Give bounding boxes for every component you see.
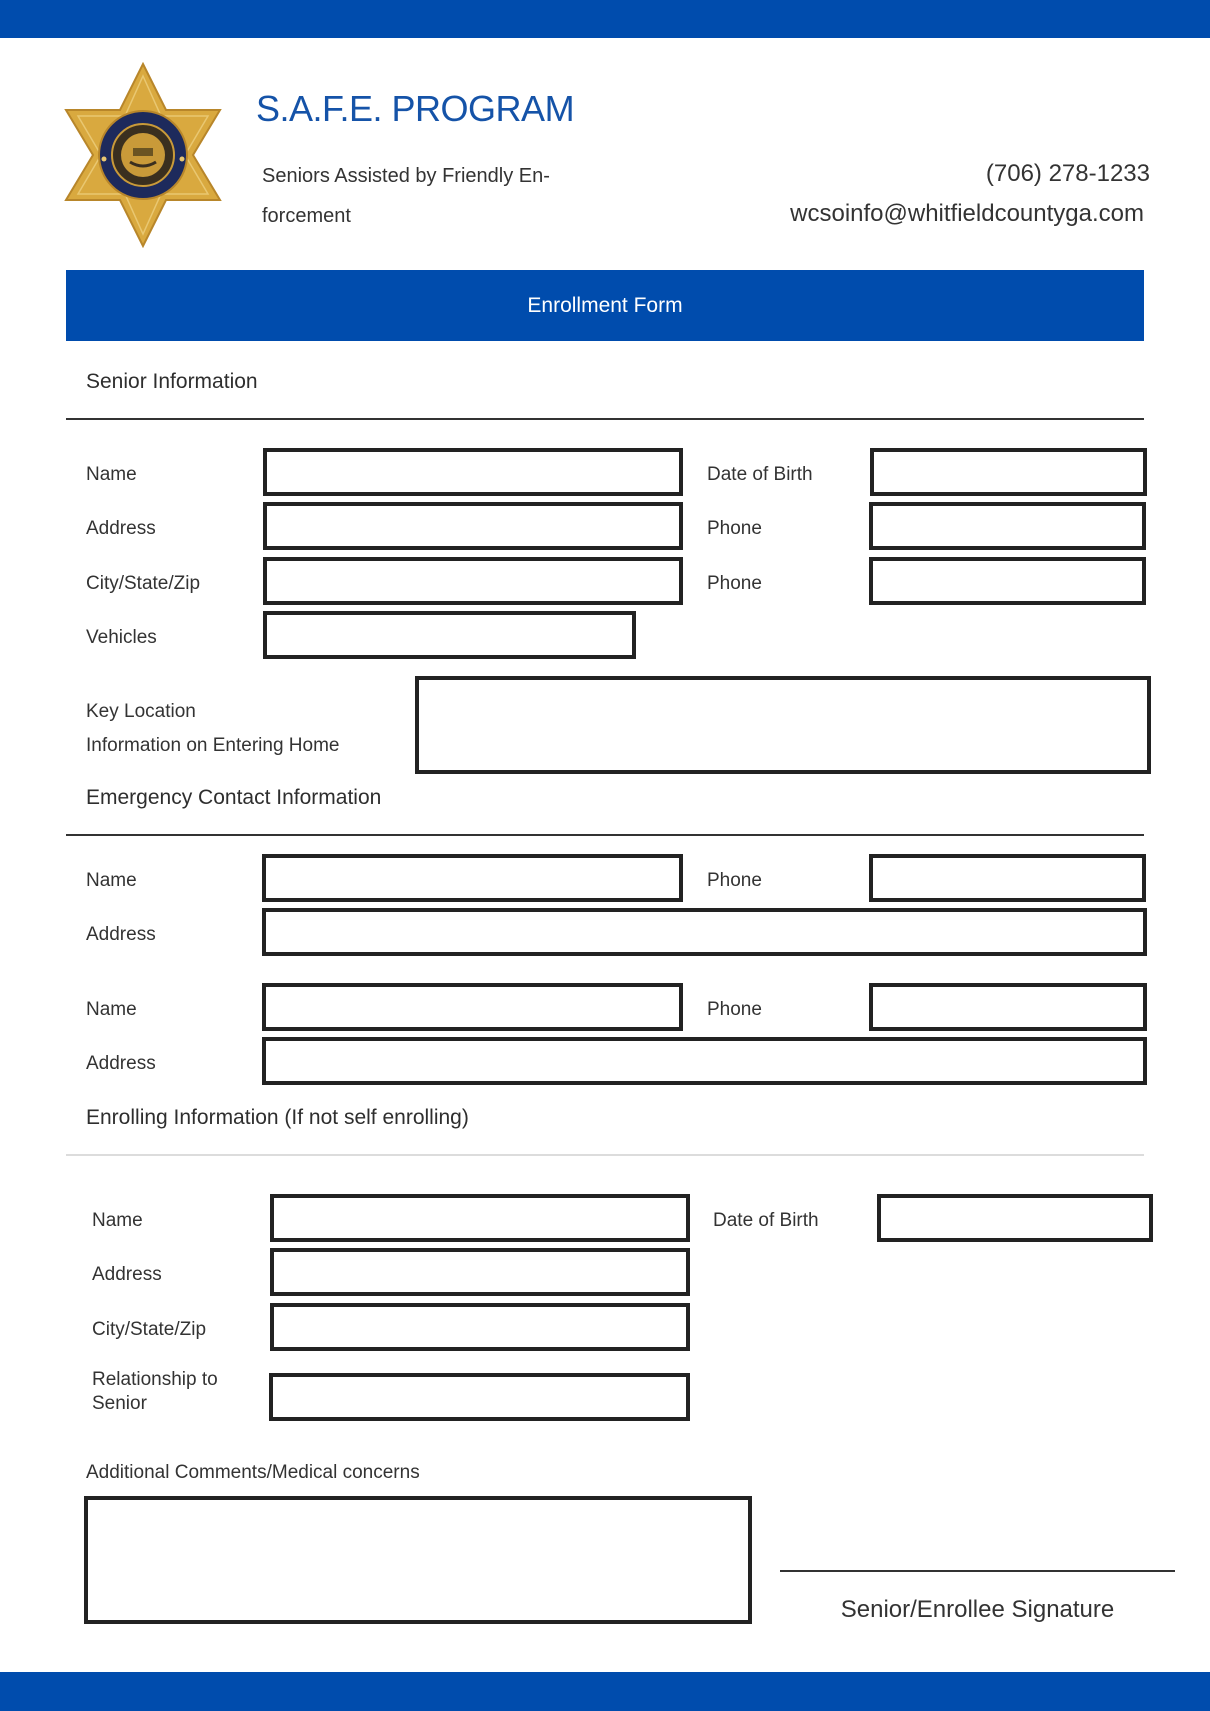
senior-phone2-field[interactable] — [869, 557, 1146, 605]
program-subtitle: Seniors Assisted by Friendly En-forcement — [262, 165, 550, 227]
emergency2-phone-field[interactable] — [869, 983, 1147, 1031]
enrolling-dob-label: Date of Birth — [713, 1210, 819, 1231]
emergency2-address-label: Address — [86, 1053, 156, 1074]
senior-phone1-label: Phone — [707, 518, 762, 539]
emergency1-name-field[interactable] — [262, 854, 683, 902]
emergency2-name-field[interactable] — [262, 983, 683, 1031]
emergency-contact-heading: Emergency Contact Information — [86, 786, 382, 809]
emergency1-address-field[interactable] — [262, 908, 1147, 956]
enrolling-dob-field[interactable] — [877, 1194, 1153, 1242]
sheriff-star-badge-icon — [60, 62, 226, 248]
enrolling-address-field[interactable] — [270, 1248, 690, 1296]
section-divider — [66, 1154, 1144, 1156]
senior-name-field[interactable] — [263, 448, 683, 496]
senior-address-field[interactable] — [263, 502, 683, 550]
top-bar — [0, 0, 1210, 38]
enrolling-info-heading: Enrolling Information (If not self enrolling) — [86, 1106, 469, 1129]
emergency1-phone-label: Phone — [707, 870, 762, 891]
signature-line[interactable] — [780, 1570, 1175, 1572]
emergency2-name-label: Name — [86, 999, 137, 1020]
senior-dob-label: Date of Birth — [707, 464, 813, 485]
bottom-bar — [0, 1672, 1210, 1711]
section-divider — [66, 834, 1144, 836]
contact-phone: (706) 278-1233 — [985, 160, 1150, 187]
senior-name-label: Name — [86, 464, 137, 485]
key-location-field[interactable] — [415, 676, 1151, 774]
senior-city-label: City/State/Zip — [86, 573, 201, 594]
enrolling-city-label: City/State/Zip — [92, 1319, 207, 1340]
relationship-label-line2: Senior — [92, 1393, 147, 1414]
relationship-label — [92, 1368, 218, 1416]
relationship-field[interactable] — [269, 1373, 690, 1421]
senior-vehicles-label: Vehicles — [86, 627, 157, 648]
senior-vehicles-field[interactable] — [263, 611, 636, 659]
comments-label: Additional Comments/Medical concerns — [86, 1462, 420, 1483]
enrolling-city-field[interactable] — [270, 1303, 690, 1351]
emergency1-address-label: Address — [86, 924, 156, 945]
key-location-label: Key Location — [86, 701, 196, 722]
program-title: S.A.F.E. PROGRAM — [256, 88, 575, 129]
senior-address-label: Address — [86, 518, 156, 539]
senior-city-field[interactable] — [263, 557, 683, 605]
comments-field[interactable] — [84, 1496, 752, 1624]
enrolling-name-field[interactable] — [270, 1194, 690, 1242]
entering-home-label: Information on Entering Home — [86, 735, 340, 756]
signature-label: Senior/Enrollee Signature — [840, 1596, 1115, 1623]
senior-phone1-field[interactable] — [869, 502, 1146, 550]
banner-label: Enrollment Form — [527, 293, 683, 317]
enrollment-form-banner — [66, 270, 1144, 341]
emergency1-name-label: Name — [86, 870, 137, 891]
senior-info-heading: Senior Information — [86, 370, 258, 393]
relationship-label-line1: Relationship to — [92, 1369, 218, 1390]
senior-dob-field[interactable] — [870, 448, 1147, 496]
section-divider — [66, 418, 1144, 420]
enrolling-name-label: Name — [92, 1210, 143, 1231]
emergency2-address-field[interactable] — [262, 1037, 1147, 1085]
emergency2-phone-label: Phone — [707, 999, 762, 1020]
senior-phone2-label: Phone — [707, 573, 762, 594]
enrolling-address-label: Address — [92, 1264, 162, 1285]
contact-email[interactable]: wcsoinfo@whitfieldcountyga.com — [790, 200, 1144, 227]
emergency1-phone-field[interactable] — [869, 854, 1146, 902]
